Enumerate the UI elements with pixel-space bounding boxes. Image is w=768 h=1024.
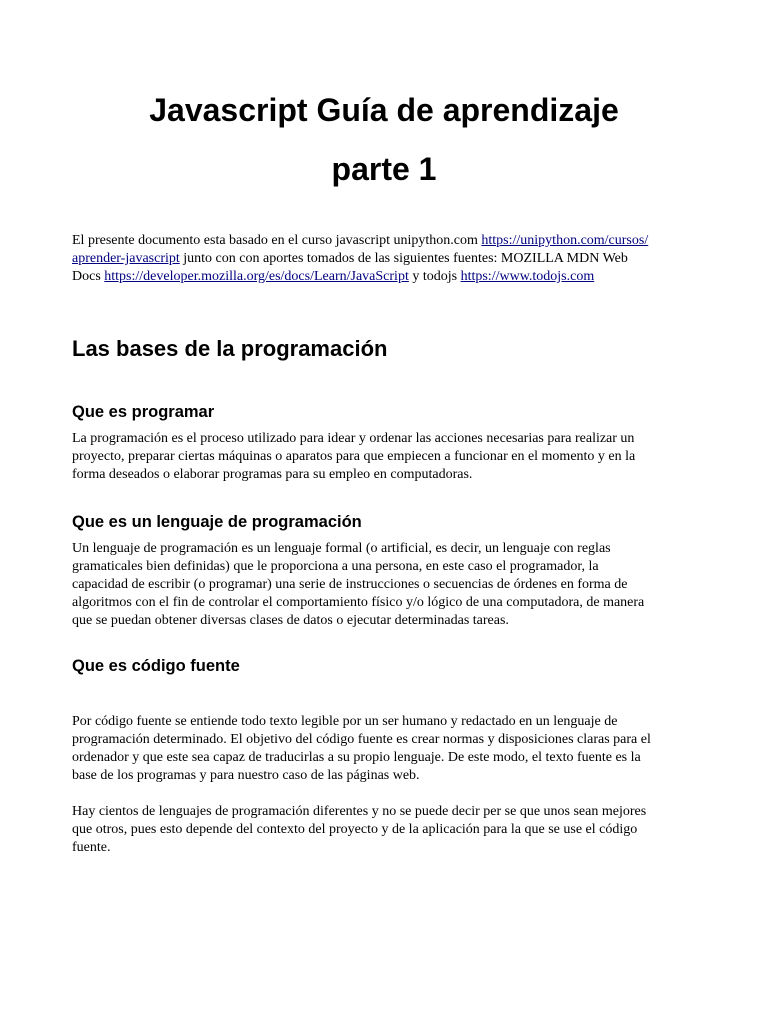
paragraph-line: forma deseados o elaborar programas para su empleo en computadoras. bbox=[72, 467, 473, 482]
intro-text: El presente documento esta basado en el curso javascript unipython.com bbox=[72, 233, 482, 248]
paragraph-line: fuente. bbox=[72, 840, 111, 855]
paragraph-lenguaje-programacion bbox=[72, 540, 702, 630]
paragraph-line: Un lenguaje de programación es un lenguaje formal (o artificial, es decir, un lenguaje con reglas bbox=[72, 541, 611, 556]
paragraph-line: programación determinado. El objetivo del código fuente es crear normas y disposiciones claras para el bbox=[72, 732, 651, 747]
paragraph-line: proyecto, preparar ciertas máquinas o aparatos para que empiecen a funcionar en el momento y en la bbox=[72, 449, 636, 464]
heading-codigo-fuente: Que es código fuente bbox=[72, 657, 240, 675]
paragraph-line: gramaticales bien definidas) que le proporciona a una persona, en este caso el programador, la bbox=[72, 559, 599, 574]
mdn-link[interactable]: https://developer.mozilla.org/es/docs/Learn/JavaScript bbox=[104, 269, 409, 284]
paragraph-line: La programación es el proceso utilizado para idear y ordenar las acciones necesarias para realizar un bbox=[72, 431, 635, 446]
intro-line-3 bbox=[72, 268, 702, 286]
section-title: Las bases de la programación bbox=[72, 336, 388, 361]
paragraph-codigo-fuente-2 bbox=[72, 803, 702, 857]
paragraph-line: Por código fuente se entiende todo texto legible por un ser humano y redactado en un lenguaje de bbox=[72, 714, 618, 729]
paragraph-codigo-fuente-1 bbox=[72, 713, 702, 785]
intro-line-2 bbox=[72, 250, 702, 268]
paragraph-line: Hay cientos de lenguajes de programación diferentes y no se puede decir per se que unos sean mejores bbox=[72, 804, 647, 819]
paragraph-line: base de los programas y para nuestro caso de las páginas web. bbox=[72, 768, 420, 783]
heading-lenguaje-programacion: Que es un lenguaje de programación bbox=[72, 513, 362, 531]
intro-line-1 bbox=[72, 232, 702, 250]
document-title-line-1: Javascript Guía de aprendizaje bbox=[149, 92, 619, 128]
heading-que-es-programar: Que es programar bbox=[72, 403, 215, 421]
intro-paragraph bbox=[72, 232, 702, 286]
paragraph-que-es-programar bbox=[72, 430, 702, 484]
paragraph-line: algoritmos con el fin de controlar el comportamiento físico y/o lógico de una computadora, de manera bbox=[72, 595, 645, 610]
paragraph-line: que otros, pues esto depende del contexto del proyecto y de la aplicación para la que se use el código bbox=[72, 822, 638, 837]
todojs-link[interactable]: https://www.todojs.com bbox=[460, 269, 595, 284]
paragraph-line: capacidad de escribir (o programar) una serie de instrucciones o secuencias de órdenes en forma de bbox=[72, 577, 628, 592]
paragraph-line: que se puedan obtener diversas clases de datos o ejecutar determinadas tareas. bbox=[72, 613, 509, 628]
document-title-line-2: parte 1 bbox=[331, 151, 437, 187]
intro-text: junto con con aportes tomados de las siguientes fuentes: MOZILLA MDN Web bbox=[179, 251, 628, 266]
intro-text: y todojs bbox=[408, 269, 461, 284]
intro-text: Docs bbox=[72, 269, 105, 284]
unipython-link[interactable]: https://unipython.com/cursos/ bbox=[481, 233, 649, 248]
paragraph-line: ordenador y que este sea capaz de traducirlas a su propio lenguaje. De este modo, el texto fuente es la bbox=[72, 750, 641, 765]
unipython-link-continued[interactable]: aprender-javascript bbox=[72, 251, 180, 266]
